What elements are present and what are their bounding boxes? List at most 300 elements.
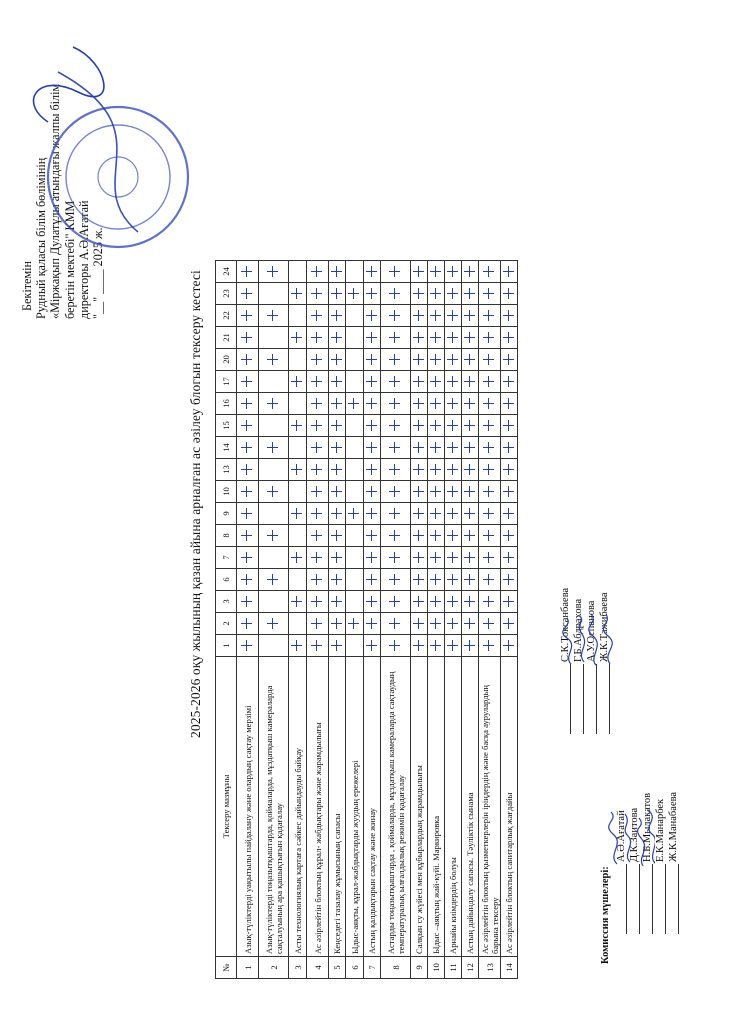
check-cell xyxy=(289,459,307,481)
check-cell xyxy=(259,547,289,569)
check-mark-icon xyxy=(311,640,322,651)
check-cell xyxy=(479,283,501,305)
check-mark-icon xyxy=(241,310,252,321)
check-cell xyxy=(237,635,259,657)
check-mark-icon xyxy=(311,354,322,365)
check-mark-icon xyxy=(413,552,424,563)
check-mark-icon xyxy=(241,552,252,563)
check-cell xyxy=(329,393,346,415)
check-cell xyxy=(307,481,329,503)
check-mark-icon xyxy=(430,376,441,387)
col-header-day: 9 xyxy=(216,503,237,525)
check-mark-icon xyxy=(241,420,252,431)
table-row xyxy=(428,261,445,979)
member-name: Е.К.Манарбек xyxy=(655,798,666,862)
member-name: Н.Б.Мылакатов xyxy=(642,792,653,862)
check-mark-icon xyxy=(413,420,424,431)
check-mark-icon xyxy=(241,442,252,453)
check-mark-icon xyxy=(447,464,458,475)
check-cell xyxy=(479,415,501,437)
approval-line: "__" ____ 2025 ж. xyxy=(91,227,106,319)
check-mark-icon xyxy=(447,640,458,651)
check-cell xyxy=(329,283,346,305)
member-name: А.Ә.Ағатай xyxy=(616,810,627,862)
check-mark-icon xyxy=(430,640,441,651)
check-cell xyxy=(381,283,411,305)
check-cell xyxy=(428,591,445,613)
check-cell xyxy=(501,635,518,657)
check-cell xyxy=(237,481,259,503)
check-cell xyxy=(428,525,445,547)
check-cell xyxy=(381,415,411,437)
check-cell xyxy=(479,459,501,481)
check-mark-icon xyxy=(389,266,400,277)
row-task: Астарды тоңазытқыштарда , қоймаларда, мұздатқыш камераларда сақтаудың температуралық ылғалдылық режимін қадағалау xyxy=(381,657,411,957)
row-task: Азық-түліктерді тоңазытқыштарда, қоймаларда, мұздатқыш камераларда сақталуының ара қашықтығын қадағалау xyxy=(259,657,289,957)
check-cell xyxy=(411,305,428,327)
signature-stroke xyxy=(648,810,655,864)
check-cell xyxy=(428,547,445,569)
row-number: 3 xyxy=(289,957,307,979)
signature-stroke xyxy=(609,812,618,864)
check-mark-icon xyxy=(366,376,377,387)
check-cell xyxy=(259,459,289,481)
check-cell xyxy=(479,525,501,547)
table-row xyxy=(289,261,307,979)
check-cell xyxy=(462,305,479,327)
check-mark-icon xyxy=(464,420,475,431)
check-mark-icon xyxy=(311,376,322,387)
check-mark-icon xyxy=(366,398,377,409)
check-cell xyxy=(346,305,364,327)
check-mark-icon xyxy=(311,596,322,607)
check-mark-icon xyxy=(447,508,458,519)
check-mark-icon xyxy=(483,310,494,321)
check-mark-icon xyxy=(291,640,302,651)
check-mark-icon xyxy=(311,310,322,321)
check-mark-icon xyxy=(389,574,400,585)
check-cell xyxy=(445,349,462,371)
check-mark-icon xyxy=(483,618,494,629)
col-header-task: Тексеру мазмұны xyxy=(216,657,237,957)
approval-line: Рудный қаласы білім бөлімінің xyxy=(34,157,49,319)
check-cell xyxy=(411,437,428,459)
check-mark-icon xyxy=(311,574,322,585)
table-row xyxy=(445,261,462,979)
check-cell xyxy=(381,393,411,415)
check-cell xyxy=(445,569,462,591)
check-cell xyxy=(428,371,445,393)
check-mark-icon xyxy=(430,266,441,277)
check-cell xyxy=(346,481,364,503)
check-mark-icon xyxy=(430,596,441,607)
check-cell xyxy=(462,613,479,635)
check-cell xyxy=(479,393,501,415)
check-mark-icon xyxy=(447,596,458,607)
check-mark-icon xyxy=(241,464,252,475)
check-cell xyxy=(346,547,364,569)
check-mark-icon xyxy=(291,376,302,387)
check-mark-icon xyxy=(503,552,514,563)
check-cell xyxy=(381,349,411,371)
check-mark-icon xyxy=(413,310,424,321)
check-mark-icon xyxy=(311,266,322,277)
check-cell xyxy=(411,569,428,591)
member-name: С.К.Токсанбаева xyxy=(560,587,571,662)
check-cell xyxy=(501,371,518,393)
check-cell xyxy=(445,613,462,635)
check-mark-icon xyxy=(447,310,458,321)
check-mark-icon xyxy=(483,464,494,475)
check-mark-icon xyxy=(241,288,252,299)
table-row xyxy=(381,261,411,979)
member-name: Г.Б.Абдрахова xyxy=(573,598,584,662)
check-mark-icon xyxy=(430,310,441,321)
check-cell xyxy=(428,635,445,657)
check-mark-icon xyxy=(241,376,252,387)
check-mark-icon xyxy=(430,398,441,409)
check-mark-icon xyxy=(291,552,302,563)
check-cell xyxy=(307,261,329,283)
approval-line: беретін мектебі" КММ xyxy=(62,200,77,319)
check-mark-icon xyxy=(311,420,322,431)
check-cell xyxy=(364,437,381,459)
table-row xyxy=(364,261,381,979)
check-cell xyxy=(289,547,307,569)
col-header-day: 22 xyxy=(216,305,237,327)
check-mark-icon xyxy=(331,354,342,365)
check-mark-icon xyxy=(430,420,441,431)
check-mark-icon xyxy=(503,332,514,343)
check-cell xyxy=(479,569,501,591)
check-mark-icon xyxy=(366,486,377,497)
check-mark-icon xyxy=(447,574,458,585)
check-mark-icon xyxy=(483,574,494,585)
check-cell xyxy=(462,459,479,481)
check-mark-icon xyxy=(464,552,475,563)
check-mark-icon xyxy=(267,574,278,585)
check-mark-icon xyxy=(241,354,252,365)
row-number: 8 xyxy=(381,957,411,979)
check-cell xyxy=(237,613,259,635)
check-cell xyxy=(259,525,289,547)
check-mark-icon xyxy=(241,266,252,277)
check-cell xyxy=(329,547,346,569)
check-cell xyxy=(364,349,381,371)
check-cell xyxy=(364,569,381,591)
check-cell xyxy=(307,327,329,349)
check-cell xyxy=(237,547,259,569)
check-mark-icon xyxy=(241,596,252,607)
check-mark-icon xyxy=(503,618,514,629)
check-cell xyxy=(237,437,259,459)
check-cell xyxy=(329,371,346,393)
approval-line: директоры А.Ә.Ағатай xyxy=(76,200,91,319)
check-mark-icon xyxy=(389,310,400,321)
signature-line xyxy=(665,864,666,934)
check-cell xyxy=(501,503,518,525)
row-number: 10 xyxy=(428,957,445,979)
check-mark-icon xyxy=(447,332,458,343)
check-mark-icon xyxy=(366,552,377,563)
check-cell xyxy=(479,613,501,635)
check-cell xyxy=(428,569,445,591)
check-cell xyxy=(428,393,445,415)
check-cell xyxy=(364,305,381,327)
check-mark-icon xyxy=(311,530,322,541)
check-cell xyxy=(381,261,411,283)
check-cell xyxy=(462,261,479,283)
check-cell xyxy=(501,305,518,327)
check-cell xyxy=(307,635,329,657)
check-cell xyxy=(411,371,428,393)
check-cell xyxy=(381,481,411,503)
check-mark-icon xyxy=(331,530,342,541)
check-mark-icon xyxy=(389,530,400,541)
check-cell xyxy=(307,415,329,437)
check-mark-icon xyxy=(366,266,377,277)
check-mark-icon xyxy=(413,618,424,629)
check-mark-icon xyxy=(241,640,252,651)
check-cell xyxy=(329,459,346,481)
check-mark-icon xyxy=(483,486,494,497)
check-cell xyxy=(501,415,518,437)
signature-stroke xyxy=(579,616,584,662)
check-mark-icon xyxy=(366,310,377,321)
check-mark-icon xyxy=(241,508,252,519)
check-cell xyxy=(411,591,428,613)
row-task: Кеңседегі тазалау жұмысының сапасы xyxy=(329,657,346,957)
check-mark-icon xyxy=(464,398,475,409)
check-mark-icon xyxy=(331,596,342,607)
check-cell xyxy=(428,437,445,459)
check-cell xyxy=(462,591,479,613)
check-cell xyxy=(346,503,364,525)
check-mark-icon xyxy=(311,618,322,629)
check-mark-icon xyxy=(503,310,514,321)
check-cell xyxy=(381,635,411,657)
check-cell xyxy=(289,305,307,327)
check-cell xyxy=(501,569,518,591)
row-number: 4 xyxy=(307,957,329,979)
check-cell xyxy=(445,481,462,503)
check-cell xyxy=(445,305,462,327)
check-cell xyxy=(445,591,462,613)
check-mark-icon xyxy=(241,618,252,629)
check-mark-icon xyxy=(464,266,475,277)
check-cell xyxy=(462,349,479,371)
check-cell xyxy=(411,283,428,305)
check-cell xyxy=(329,613,346,635)
signature-stroke xyxy=(589,614,598,666)
check-mark-icon xyxy=(389,442,400,453)
check-cell xyxy=(411,547,428,569)
check-mark-icon xyxy=(483,508,494,519)
check-cell xyxy=(289,503,307,525)
check-mark-icon xyxy=(311,288,322,299)
col-header-day: 7 xyxy=(216,547,237,569)
check-mark-icon xyxy=(503,596,514,607)
check-mark-icon xyxy=(331,640,342,651)
check-cell xyxy=(237,283,259,305)
check-cell xyxy=(364,459,381,481)
check-cell xyxy=(411,349,428,371)
check-cell xyxy=(479,327,501,349)
check-mark-icon xyxy=(483,420,494,431)
check-mark-icon xyxy=(447,530,458,541)
check-cell xyxy=(445,415,462,437)
check-cell xyxy=(259,349,289,371)
check-mark-icon xyxy=(413,640,424,651)
check-cell xyxy=(479,349,501,371)
check-cell xyxy=(307,305,329,327)
check-cell xyxy=(289,261,307,283)
check-mark-icon xyxy=(331,618,342,629)
check-cell xyxy=(428,613,445,635)
check-cell xyxy=(259,613,289,635)
col-header-day: 6 xyxy=(216,569,237,591)
check-mark-icon xyxy=(464,354,475,365)
check-mark-icon xyxy=(430,574,441,585)
col-header-day: 3 xyxy=(216,591,237,613)
approval-line: Бекітемін xyxy=(20,260,34,311)
check-cell xyxy=(411,481,428,503)
check-cell xyxy=(329,503,346,525)
check-mark-icon xyxy=(311,442,322,453)
check-cell xyxy=(289,371,307,393)
row-task: Арнайы киімдердің болуы xyxy=(445,657,462,957)
check-mark-icon xyxy=(413,464,424,475)
check-mark-icon xyxy=(311,552,322,563)
check-mark-icon xyxy=(331,508,342,519)
check-cell xyxy=(259,591,289,613)
check-cell xyxy=(346,261,364,283)
check-cell xyxy=(237,305,259,327)
check-mark-icon xyxy=(483,398,494,409)
check-cell xyxy=(479,481,501,503)
check-mark-icon xyxy=(447,552,458,563)
check-mark-icon xyxy=(366,464,377,475)
check-cell xyxy=(411,459,428,481)
check-cell xyxy=(329,415,346,437)
check-cell xyxy=(259,393,289,415)
table-row xyxy=(462,261,479,979)
check-cell xyxy=(479,591,501,613)
table-row xyxy=(237,261,259,979)
check-mark-icon xyxy=(389,640,400,651)
check-mark-icon xyxy=(348,288,359,299)
check-mark-icon xyxy=(430,530,441,541)
check-cell xyxy=(381,305,411,327)
check-mark-icon xyxy=(430,486,441,497)
check-mark-icon xyxy=(311,398,322,409)
check-cell xyxy=(462,569,479,591)
check-cell xyxy=(237,569,259,591)
col-header-day: 20 xyxy=(216,349,237,371)
check-cell xyxy=(501,459,518,481)
check-cell xyxy=(346,591,364,613)
check-mark-icon xyxy=(464,310,475,321)
check-mark-icon xyxy=(413,376,424,387)
check-cell xyxy=(411,415,428,437)
row-number: 5 xyxy=(329,957,346,979)
check-cell xyxy=(501,437,518,459)
check-mark-icon xyxy=(464,530,475,541)
check-mark-icon xyxy=(503,354,514,365)
check-mark-icon xyxy=(366,508,377,519)
check-mark-icon xyxy=(331,464,342,475)
check-cell xyxy=(307,547,329,569)
check-mark-icon xyxy=(311,332,322,343)
check-cell xyxy=(237,371,259,393)
row-number: 7 xyxy=(364,957,381,979)
commission-member xyxy=(668,792,679,934)
check-cell xyxy=(364,261,381,283)
check-mark-icon xyxy=(331,574,342,585)
check-cell xyxy=(479,635,501,657)
check-mark-icon xyxy=(483,288,494,299)
check-mark-icon xyxy=(447,354,458,365)
check-cell xyxy=(428,305,445,327)
check-mark-icon xyxy=(389,464,400,475)
member-name: Д.К.Заитова xyxy=(629,807,640,862)
check-cell xyxy=(346,635,364,657)
check-mark-icon xyxy=(348,618,359,629)
col-header-day: 21 xyxy=(216,327,237,349)
check-mark-icon xyxy=(389,596,400,607)
check-cell xyxy=(307,503,329,525)
check-mark-icon xyxy=(464,464,475,475)
check-mark-icon xyxy=(413,288,424,299)
inspection-table xyxy=(215,260,518,979)
check-mark-icon xyxy=(464,508,475,519)
check-mark-icon xyxy=(430,464,441,475)
check-cell xyxy=(428,283,445,305)
check-cell xyxy=(428,349,445,371)
check-cell xyxy=(364,415,381,437)
check-mark-icon xyxy=(331,376,342,387)
check-cell xyxy=(346,437,364,459)
check-cell xyxy=(259,261,289,283)
check-mark-icon xyxy=(331,442,342,453)
check-mark-icon xyxy=(389,486,400,497)
check-cell xyxy=(501,613,518,635)
check-cell xyxy=(259,305,289,327)
check-mark-icon xyxy=(241,398,252,409)
check-cell xyxy=(289,613,307,635)
signature-scribbles xyxy=(555,564,655,904)
check-cell xyxy=(462,525,479,547)
check-mark-icon xyxy=(503,376,514,387)
check-cell xyxy=(411,635,428,657)
check-mark-icon xyxy=(413,354,424,365)
check-cell xyxy=(237,349,259,371)
check-mark-icon xyxy=(413,398,424,409)
check-mark-icon xyxy=(291,508,302,519)
check-cell xyxy=(501,481,518,503)
check-mark-icon xyxy=(447,288,458,299)
check-mark-icon xyxy=(291,464,302,475)
check-mark-icon xyxy=(331,398,342,409)
check-cell xyxy=(237,503,259,525)
check-mark-icon xyxy=(430,354,441,365)
check-mark-icon xyxy=(366,574,377,585)
check-cell xyxy=(364,635,381,657)
row-number: 1 xyxy=(237,957,259,979)
check-mark-icon xyxy=(311,464,322,475)
check-mark-icon xyxy=(483,530,494,541)
check-cell xyxy=(479,305,501,327)
